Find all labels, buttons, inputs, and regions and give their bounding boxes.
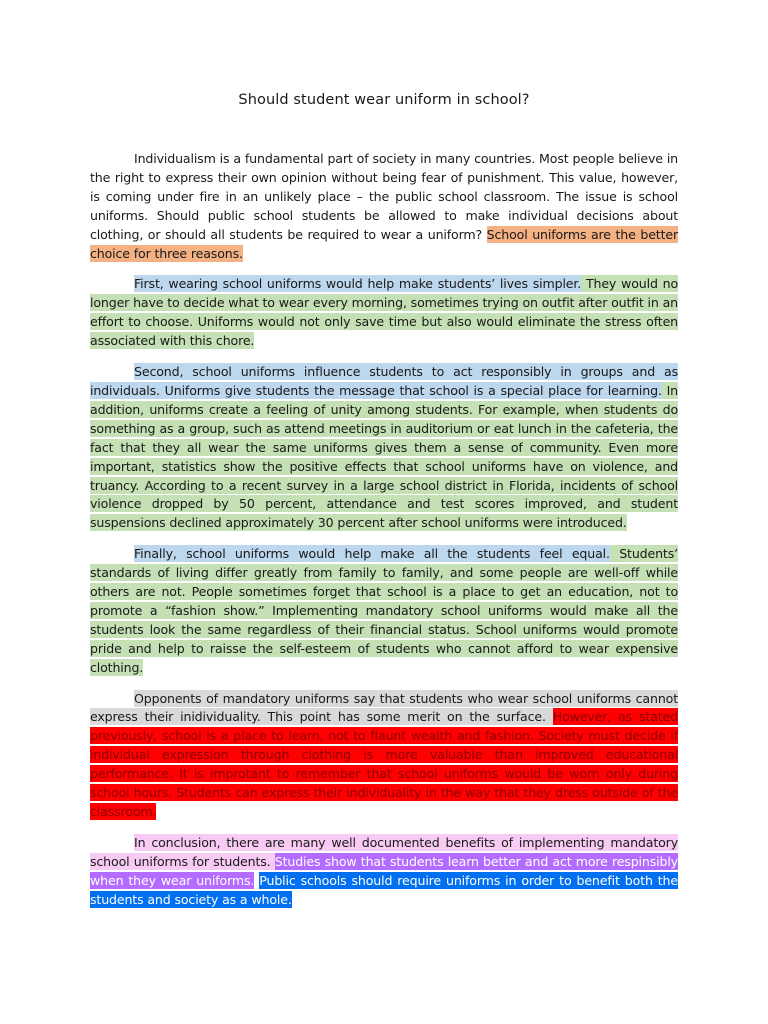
intro-text: Individualism is a fundamental part of society in many countries. Most people believe in the right to express their own opinion without being fear of punishment. This value, however, is coming under fire in an unlikely place – the public school classroom. The issue is school uniforms. Should public school students be allowed to make individual decisions about clothing, or should all students be required to wear a uniform?	[90, 151, 678, 242]
paragraph-conclusion	[90, 834, 678, 910]
topic-sentence-highlight: Finally, school uniforms would help make all the students feel equal.	[134, 546, 610, 562]
summary-highlight: Studies show that students learn better and act more respinsibly when they wear uniforms.	[90, 853, 678, 888]
document-page	[90, 92, 678, 922]
paragraph-third-reason	[90, 545, 678, 677]
topic-sentence-highlight: Second, school uniforms influence students to act responsibly in groups and as individuals. Uniforms give students the message that school is a special place for learning.	[90, 364, 678, 398]
supporting-detail-highlight: In addition, uniforms create a feeling of unity among students. For example, when students do something as a group, such as attend meetings in auditorium or eat lunch in the cafeteria, the fact that they all wear the same uniforms gives them a sense of community. Even more important, statistics show the positive effects that school uniforms have on violence, and truancy. According to a recent survey in a large school district in Florida, incidents of school violence dropped by 50 percent, attendance and test scores improved, and student suspensions declined approximately 30 percent after school uniforms were introduced.	[90, 382, 678, 531]
topic-sentence-highlight: First, wearing school uniforms would help make students’ lives simpler.	[134, 276, 582, 292]
restated-thesis-highlight: In conclusion, there are many well documented benefits of implementing mandatory school uniforms for students.	[90, 834, 678, 869]
paragraph-first-reason	[90, 275, 678, 351]
document-title: Should student wear uniform in school?	[238, 92, 530, 108]
counterargument-highlight: Opponents of mandatory uniforms say that students who wear school uniforms cannot express their inidividuality. This point has some merit on the surface.	[90, 690, 678, 725]
paragraph-introduction	[90, 150, 678, 263]
paragraph-counterargument	[90, 690, 678, 822]
paragraph-second-reason	[90, 363, 678, 533]
call-to-action-highlight: Public schools should require uniforms in order to benefit both the students and society as a whole.	[90, 872, 678, 907]
rebuttal-highlight: However, as stated previously, school is a place to learn, not to flaunt wealth and fashion. Society must decide if individual expression through clothing is more valuable than improved educational performance. It is improtant to remember that school uniforms would be worn only during school hours. Students can express their individuality in the way that they dress outside of the classroom.	[90, 709, 678, 819]
supporting-detail-highlight: They would no longer have to decide what to wear every morning, sometimes trying on outfit after outfit in an effort to choose. Uniforms would not only save time but also would eliminate the stress often associated with this chore.	[90, 276, 678, 349]
supporting-detail-highlight: Students’ standards of living differ greatly from family to family, and some people are well-off while others are not. People sometimes forget that school is a place to get an education, not to promote a “fashion show.” Implementing mandatory school uniforms would make all the students look the same regardless of their financial status. School uniforms would promote pride and help to raisse the self-esteem of students who cannot afford to wear expensive clothing.	[90, 546, 678, 675]
thesis-statement-highlight: School uniforms are the better choice for three reasons.	[90, 226, 678, 261]
